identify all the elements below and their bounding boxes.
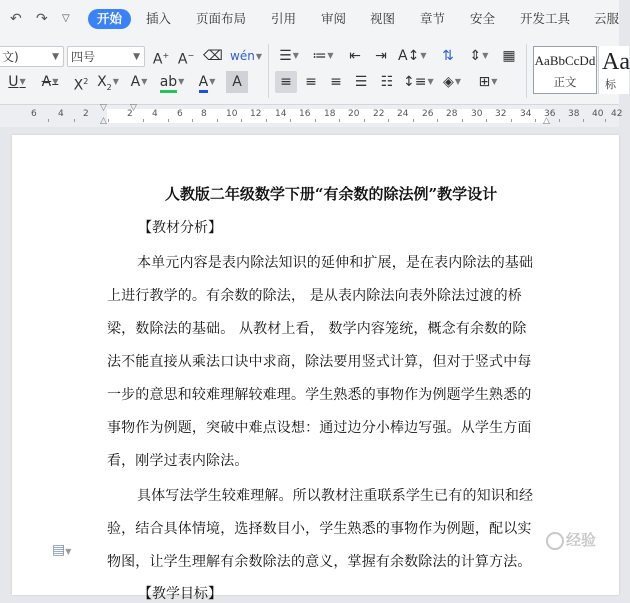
paragraph-line: 验，结合具体情境，选择数目小，学生熟悉的事物作为例题，配以实 [107,521,532,537]
ribbon-toolbar [0,38,619,105]
style-normal-card[interactable] [533,46,597,94]
document-workspace [0,127,619,602]
ruler-tick [108,119,109,122]
section-heading-material-analysis: 【教材分析】 [138,220,222,236]
increase-indent-icon[interactable]: ⇥ [375,48,387,64]
bullet-list-icon[interactable]: ☰▼ [279,48,299,64]
left-indent-marker[interactable]: ▽ [130,103,137,113]
ruler-number: 34 [520,109,532,119]
ruler-number: 42 [611,109,623,119]
ruler-number: 16 [299,109,311,119]
ruler-tick [241,119,242,122]
ruler-number: 12 [250,109,262,119]
tab-home[interactable]: 开始 [88,9,131,29]
hanging-indent-marker[interactable]: △ [100,116,107,126]
ruler-tick [290,119,291,122]
clear-format-icon[interactable]: ⌫ [203,48,223,64]
section-heading-teaching-goals: 【教学目标】 [138,586,222,602]
strikethrough-icon[interactable]: A▼ [41,74,59,90]
first-line-indent-marker[interactable]: ▽ [100,103,107,113]
phonetic-guide-icon[interactable]: wén▼ [230,49,262,63]
style-heading-sample: Aa [602,49,630,75]
superscript-icon[interactable]: $X^2$ [73,77,89,94]
tab-view[interactable]: 视图 [370,11,396,26]
paragraph-line: 物图，让学生理解有余数除法的意义，掌握有余数除法的计算方法。 [107,554,532,570]
paragraph-line: 看，刚学过表内除法。 [107,453,249,469]
ruler-number: 38 [568,109,580,119]
paragraph-line: 本单元内容是表内除法知识的延伸和扩展，是在表内除法的基础 [137,255,534,271]
ruler-number: 30 [471,109,483,119]
style-sample-text: AaBbCcDd [534,53,596,68]
numbered-list-icon[interactable]: ≔▼ [312,48,334,64]
align-left-icon[interactable]: ≡ [275,71,297,93]
ruler-tick [462,119,463,122]
ruler-tick [143,119,144,122]
decrease-indent-icon[interactable]: ⇤ [349,48,361,64]
sort-icon[interactable]: ⇅ [442,48,454,64]
ruler-number: 28 [446,109,458,119]
watermark: 经验 [546,529,596,550]
ruler-number: 36 [544,109,556,119]
font-name-select[interactable] [0,46,64,67]
ruler-number: 26 [422,109,434,119]
ruler-tick [559,119,560,122]
quick-access-dropdown-icon[interactable]: ▽ [62,13,70,24]
shrink-font-icon[interactable]: A− [177,51,195,68]
ruler-number: 32 [495,109,507,119]
tab-cloud[interactable]: 云服 [594,11,620,26]
ruler-tick [217,119,218,122]
borders-icon[interactable]: ⊞▼ [478,74,498,90]
font-size-value: 四号 [71,50,96,64]
ruler-tick [437,119,438,122]
ruler-number: 18 [324,109,336,119]
distributed-align-icon[interactable]: ☷ [380,74,394,90]
ruler-tick [605,119,606,122]
ruler-number: 22 [373,109,385,119]
tab-security[interactable]: 安全 [470,11,496,26]
chevron-down-icon: ▼ [52,52,59,62]
ruler-tick [192,119,193,122]
font-size-select[interactable] [67,46,145,67]
tab-insert[interactable]: 插入 [146,11,172,26]
ruler-number: 4 [58,109,64,119]
tab-references[interactable]: 引用 [271,11,297,26]
paragraph-line: 一步的意思和较难理解较难理。学生熟悉的事物作为例题学生熟悉的 [107,387,532,403]
style-normal-label: 正文 [553,75,577,89]
ribbon-divider [268,44,269,98]
paragraph-line: 法不能直接从乘法口诀中求商，除法要用竖式计算，但对于竖式中每 [107,354,532,370]
align-right-icon[interactable]: ≡ [330,74,342,90]
more-effects-icon[interactable]: A▼ [130,74,148,90]
ruler-tick [511,119,512,122]
menu-bar [0,0,619,38]
ruler-tick [48,119,49,122]
ruler-tick [74,119,75,122]
ruler-number: 40 [592,109,604,119]
ruler-number: 6 [177,109,183,119]
chevron-down-icon: ▼ [133,52,140,62]
paragraph-line: 具体写法学生较难理解。所以教材注重联系学生已有的知识和经 [137,488,534,504]
watermark-logo-icon [546,532,564,550]
tab-developer-tools[interactable]: 开发工具 [520,11,571,26]
undo-icon[interactable]: ↶ [10,11,22,27]
font-name-value: 文) [2,50,19,64]
show-hide-marks-icon[interactable]: ▦ [502,48,516,64]
justify-icon[interactable]: ☰ [354,74,368,90]
paragraph-line: 上进行教学的。有余数的除法， 是从表内除法向表外除法过渡的桥 [107,288,522,304]
ruler-number: 8 [201,109,207,119]
document-page[interactable] [12,135,619,602]
ruler-tick [388,119,389,122]
text-direction-icon[interactable]: A↕▼ [398,48,427,64]
shading-fill-icon[interactable]: ◈▼ [443,74,461,90]
ruler-number: 2 [127,109,133,119]
document-title: 人教版二年级数学下册“有余数的除法例”教学设计 [164,185,498,203]
ruler-tick [339,119,340,122]
ruler-number: 24 [397,109,409,119]
right-indent-marker[interactable]: △ [543,116,550,126]
ruler-number: 2 [83,109,89,119]
redo-icon[interactable]: ↷ [36,11,48,27]
ruler-tick [266,119,267,122]
horizontal-ruler[interactable] [0,103,623,127]
tab-review[interactable]: 审阅 [321,11,347,26]
line-spacing-icon[interactable]: ⇕▼ [469,48,489,64]
tab-page-layout[interactable]: 页面布局 [196,11,247,26]
paragraph-line: 事物作为例题，突破中难点设想：通过边分小棒边写强。从学生方面 [107,420,532,436]
ruler-number: 6 [31,109,37,119]
font-color-icon[interactable]: A▼ [194,71,220,93]
ruler-number: 10 [226,109,238,119]
underline-icon[interactable]: U▼ [8,74,26,90]
style-heading-card[interactable] [598,46,629,94]
ruler-tick [413,119,414,122]
paragraph-line: 梁，数除法的基础。 从教材上看， 数学内容笼统，概念有余数的除 [107,321,527,337]
ruler-number: 14 [275,109,287,119]
character-shading-icon[interactable]: A [226,71,248,93]
align-center-icon[interactable]: ≡ [305,74,317,90]
ruler-tick [535,119,536,122]
highlight-color-icon[interactable]: ab▼ [157,71,187,93]
subscript-icon[interactable]: $X_2▼$ [97,74,119,92]
ruler-number: 4 [152,109,158,119]
ruler-tick [168,119,169,122]
ruler-tick [364,119,365,122]
document-icon[interactable]: ▤▼ [52,542,72,558]
paragraph-spacing-icon[interactable]: ↕≡▼ [403,74,434,90]
style-heading-label: 标 [605,78,616,91]
grow-font-icon[interactable]: A+ [152,51,170,68]
tab-chapter[interactable]: 章节 [420,11,446,26]
ruler-tick [486,119,487,122]
ruler-tick [583,119,584,122]
ruler-tick [315,119,316,122]
ribbon-divider [526,44,527,98]
ruler-number: 20 [348,109,360,119]
